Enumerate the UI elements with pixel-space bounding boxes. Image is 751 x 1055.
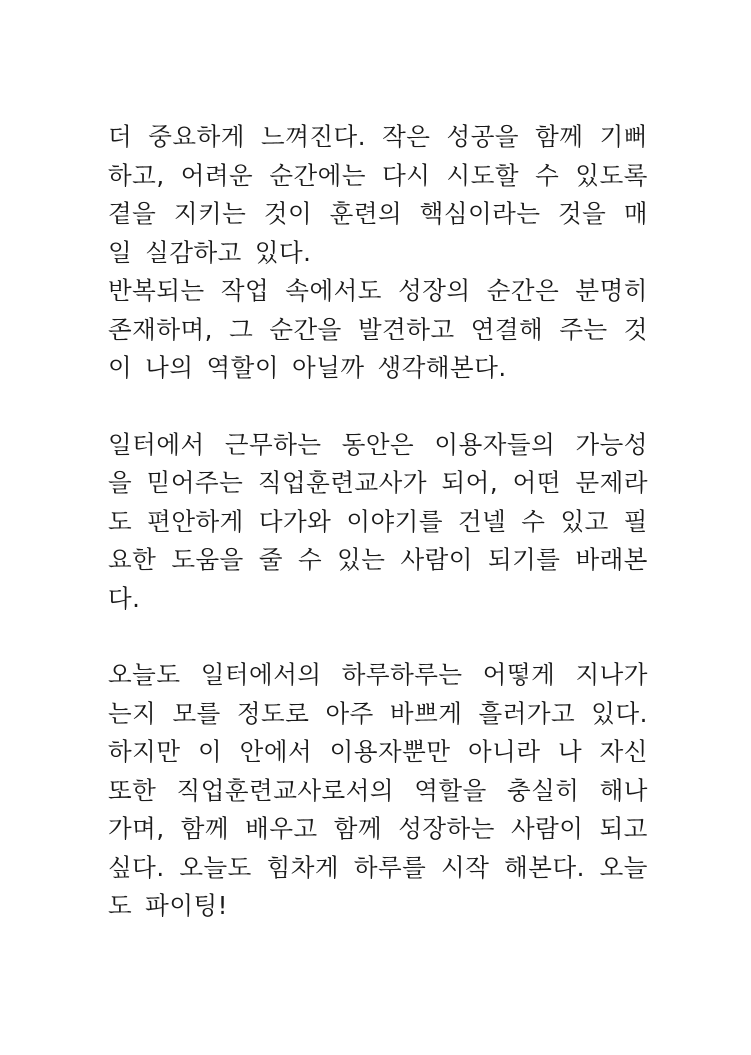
word: 분명히 xyxy=(575,276,648,305)
text-line xyxy=(108,503,648,542)
word: 충실히 xyxy=(506,775,580,805)
word: 있다. xyxy=(591,698,648,728)
text-line xyxy=(108,887,648,926)
word: 지키는 xyxy=(173,199,247,228)
word: 줄 xyxy=(258,545,283,574)
word: 안에서 xyxy=(239,737,313,766)
word: 이용자뿐만 xyxy=(329,737,451,766)
word: 일터에서의 xyxy=(200,660,322,689)
word: 어떤 xyxy=(512,468,561,497)
word: 아주 xyxy=(325,698,374,728)
word: 있도록 xyxy=(575,160,648,190)
word: 순간에는 xyxy=(269,160,366,190)
word: 지나가 xyxy=(575,660,648,689)
word: 요한 xyxy=(108,545,157,574)
word: 그 xyxy=(229,314,254,344)
word: 근무하는 xyxy=(224,429,322,459)
word: 이 xyxy=(198,737,223,766)
word: 다. xyxy=(108,583,141,613)
word: 도움을 xyxy=(171,545,244,574)
text-line xyxy=(108,541,648,580)
word: 핵심이라는 xyxy=(419,199,541,228)
word: 기뻐 xyxy=(599,122,648,151)
word: 도 xyxy=(108,891,133,920)
word: 오늘도 xyxy=(108,660,181,689)
word: 나의 xyxy=(145,353,194,382)
text-line xyxy=(108,810,648,849)
word: 오늘도 xyxy=(179,852,252,882)
word: 발견하고 xyxy=(357,314,455,344)
word: 직업훈련교사가 xyxy=(257,468,428,497)
text-line xyxy=(108,118,648,157)
word: 편안하게 xyxy=(147,506,244,536)
word: 또한 xyxy=(108,775,157,805)
word: 파이팅! xyxy=(145,891,228,920)
word: 것이 xyxy=(263,199,313,228)
word: 힘차게 xyxy=(266,852,340,882)
word: 오늘 xyxy=(599,852,648,882)
word: 일터에서 xyxy=(108,429,205,459)
word: 존재하며, xyxy=(108,314,213,344)
word: 중요하게 xyxy=(148,122,245,151)
word: 수 xyxy=(521,506,546,536)
word: 자신 xyxy=(599,737,648,766)
text-line xyxy=(108,349,648,388)
word: 성공을 xyxy=(446,122,520,151)
word: 되어, xyxy=(441,468,499,497)
text-line xyxy=(108,772,648,811)
word: 어려운 xyxy=(180,160,254,190)
word: 함께 xyxy=(333,814,383,843)
word: 아니라 xyxy=(467,737,541,766)
word: 순간은 xyxy=(486,276,560,305)
text-line xyxy=(108,580,648,619)
word: 성장의 xyxy=(398,276,471,305)
word: 하루를 xyxy=(353,852,427,882)
word: 동안은 xyxy=(341,429,415,459)
word: 있는 xyxy=(337,545,386,574)
word: 이야기를 xyxy=(346,506,443,536)
word: 있고 xyxy=(560,506,609,536)
word: 문제라 xyxy=(575,468,648,497)
word: 직업훈련교사로서의 xyxy=(176,775,395,805)
paragraph-gap xyxy=(108,388,648,426)
word: 바래본 xyxy=(575,545,648,574)
text-line xyxy=(108,157,648,196)
word: 주는 xyxy=(559,314,608,344)
word: 순간을 xyxy=(269,314,342,344)
word: 되기를 xyxy=(487,545,561,574)
word: 하지만 xyxy=(108,737,181,766)
word: 이용자들의 xyxy=(434,429,556,459)
word: 되고 xyxy=(599,814,648,843)
word: 다가와 xyxy=(258,506,332,536)
text-line xyxy=(108,311,648,350)
word: 싶다. xyxy=(108,852,165,882)
word: 훈련의 xyxy=(329,199,403,228)
word: 해본다. xyxy=(504,852,585,882)
word: 믿어주는 xyxy=(146,468,244,497)
word: 함께 xyxy=(535,122,584,151)
word: 것을 xyxy=(557,199,607,228)
word: 흘러가고 xyxy=(478,698,576,728)
word: 어떻게 xyxy=(482,660,556,689)
text-line xyxy=(108,426,648,465)
text-line xyxy=(108,464,648,503)
word: 필 xyxy=(623,506,648,536)
word: 일 xyxy=(108,237,133,267)
word: 역할을 xyxy=(414,775,487,805)
word: 정도로 xyxy=(236,698,310,728)
word: 나 xyxy=(557,737,583,766)
document-body xyxy=(108,118,648,926)
word: 함께 xyxy=(180,814,230,843)
word: 이 xyxy=(108,353,133,382)
word: 하루하루는 xyxy=(341,660,463,689)
word: 수 xyxy=(297,545,323,574)
word: 가며, xyxy=(108,814,165,843)
word: 시작 xyxy=(441,852,490,882)
word: 속에서도 xyxy=(285,276,382,305)
word: 시도할 xyxy=(446,160,520,190)
word: 는지 xyxy=(108,698,157,728)
word: 작은 xyxy=(382,122,431,151)
text-line xyxy=(108,234,648,273)
word: 작업 xyxy=(220,276,270,305)
text-line xyxy=(108,272,648,311)
word: 수 xyxy=(535,160,560,190)
word: 사람이 xyxy=(510,814,584,843)
word: 사람이 xyxy=(400,545,473,574)
word: 느껴진다. xyxy=(261,122,366,151)
text-line xyxy=(108,733,648,772)
text-line xyxy=(108,695,648,734)
word: 다시 xyxy=(382,160,431,190)
word: 것 xyxy=(623,314,648,344)
word: 매 xyxy=(623,199,648,228)
word: 연결해 xyxy=(470,314,544,344)
word: 해나 xyxy=(599,775,648,805)
word: 성장하는 xyxy=(398,814,495,843)
word: 배우고 xyxy=(245,814,318,843)
word: 생각해본다. xyxy=(377,353,507,382)
word: 가능성 xyxy=(575,429,648,459)
word: 하고, xyxy=(108,160,165,190)
word: 더 xyxy=(108,122,133,151)
word: 곁을 xyxy=(108,199,157,228)
word: 아닐까 xyxy=(292,353,365,382)
word: 있다. xyxy=(254,237,312,267)
paragraph-gap xyxy=(108,618,648,656)
word: 반복되는 xyxy=(108,276,205,305)
word: 을 xyxy=(108,468,133,497)
text-line xyxy=(108,656,648,695)
word: 실감하고 xyxy=(145,237,242,267)
text-line xyxy=(108,195,648,234)
word: 도 xyxy=(108,506,133,536)
word: 모를 xyxy=(172,698,221,728)
text-line xyxy=(108,849,648,888)
word: 바쁘게 xyxy=(389,698,463,728)
word: 역할이 xyxy=(206,353,280,382)
word: 건넬 xyxy=(457,506,507,536)
